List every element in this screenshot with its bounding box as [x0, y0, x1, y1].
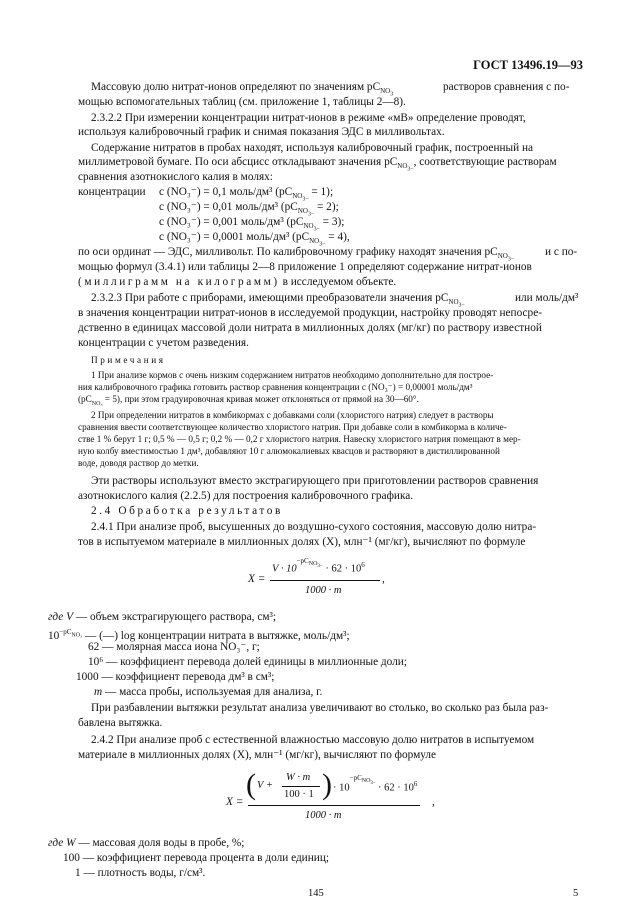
conc-line-4: c (NO₃⁻) = 0,0001 моль/дм³ $(pC_{NO_{3-}} = 4)$,	[159, 231, 350, 248]
note-2-line-5: воде, доводя раствор до метки.	[78, 458, 199, 468]
para-2-line-1: 2.3.2.2 При измерении концентрации нитрат-ионов в режиме «мВ» определение проводят,	[91, 112, 526, 124]
para-8-line-1: При разбавлении вытяжки результат анализа увеличивают во столько, во сколько раз была раз-	[91, 702, 549, 714]
para-8-line-2: бавлена вытяжка.	[78, 717, 163, 729]
where-2-row-3: 1 — плотность воды, г/см³.	[75, 867, 206, 879]
conc-line-1: c (NO₃⁻) = 0,1 моль/дм³ $(pC_{NO_{3-}} = 1)$;	[159, 186, 334, 203]
para-6-line-2: азотнокислого калия (2.2.5) для построения калибровочного графика.	[78, 490, 414, 502]
section-2-4-title: 2.4 Обработка результатов	[91, 505, 283, 517]
para-7-line-2: тов в испытуемом материале в миллионных долях (X), млн⁻¹ (мг/кг), вычисляют по формуле	[78, 536, 526, 548]
where-1-row-3: 62 — молярная масса иона NO₃⁻, г;	[88, 641, 260, 653]
para-1-line-1-tail: растворов сравнения с по-	[443, 81, 570, 93]
formula-2-inner-numerator: W · m	[286, 772, 311, 783]
para-3-line-3: сравнения азотнокислого калия в молях:	[78, 171, 273, 183]
where-1-row-1: где V — объем экстрагирующего раствора, см³;	[48, 611, 277, 623]
note-1-line-2: ния калибровочного графика готовить раствор сравнения концентрации c (NO₃⁻) = 0,00001 моль/дм³	[78, 382, 473, 392]
para-5-line-1: 2.3.2.3 При работе с приборами, имеющими преобразователи значения $pC_{NO_{3-}}$	[91, 292, 465, 309]
para-4-line-1: по оси ординат — ЭДС, милливольт. По калибровочному графику находят значения $pC_{NO_{3-}}$	[78, 246, 515, 263]
formula-2-lhs: X =	[226, 796, 244, 808]
formula-2-right-paren: )	[322, 768, 332, 801]
formula-1-numerator: $V \cdot 10^{-pC_{NO_{3-}}} \cdot 62 \cdot 10^6$	[272, 557, 365, 575]
formula-2-denominator: 1000 · m	[305, 810, 342, 821]
formula-2-fraction-bar	[248, 805, 420, 806]
para-6-line-1: Эти растворы используют вместо экстрагирующего при приготовлении растворов сравнения	[91, 475, 539, 487]
formula-1-lhs: X =	[248, 573, 266, 585]
where-1-row-6: m — масса пробы, используемая для анализа, г.	[94, 686, 323, 698]
where-2-row-2: 100 — коэффициент перевода процента в доли единиц;	[63, 852, 330, 864]
note-2-line-3: стве 1 % берут 1 г; 0,5 % — 0,5 г; 0,2 % — 0,2 г хлористого натрия. Навеску хлористого натрия помещают в мер-	[78, 434, 521, 444]
note-2-line-4: ную колбу вместимостью 1 дм³, добавляют 10 г алюмокалиевых квасцов и растворяют в дистиллированной	[78, 446, 500, 456]
formula-2-tail: · $62 \cdot 10^6$	[378, 780, 418, 794]
where-1-row-2: $10^{-pC_{NO_3}}$ — (—) log концентрации нитрата в вытяжке, моль/дм³;	[48, 628, 350, 642]
para-1-line-2: мощью вспомогательных таблиц (см. приложение 1, таблицы 2—8).	[78, 96, 406, 108]
para-5-line-3: дственно в единицах массовой доли нитрата в миллионных долях (мг/кг) по раствору известной	[78, 322, 542, 334]
formula-2-left-paren: (	[246, 768, 256, 801]
formula-2-inner-bar	[282, 786, 320, 787]
para-5-line-2: в значения концентрации нитрат-ионов в исследуемой продукции, настройку проводят непосре-	[78, 307, 542, 319]
formula-2-ten: · $10^{-pC_{NO_{3-}}}$	[333, 774, 376, 794]
conc-label: концентрации	[78, 186, 146, 198]
para-7-line-1: 2.4.1 При анализе проб, высушенных до воздушно-сухого состояния, массовую долю нитра-	[91, 521, 537, 533]
para-5-line-1-tail: или моль/дм³	[515, 292, 579, 304]
notes-title: Примечания	[91, 355, 166, 365]
formula-2-comma: ,	[432, 796, 435, 808]
para-3-line-2: миллиметровой бумаге. По оси абсцисс откладывают значения $pC_{NO_{3-}}$, соответствующие растворам	[78, 156, 557, 173]
para-9-line-1: 2.4.2 При анализе проб с естественной влажностью массовую долю нитратов в испытуемом	[91, 734, 535, 746]
note-2-line-2: сравнения ввести соответствующее количество хлористого натрия. При добавке соли в комбикорма в количе-	[78, 422, 507, 432]
para-5-line-4: концентрации с учетом разведения.	[78, 337, 249, 349]
conc-line-2: c (NO₃⁻) = 0,01 моль/дм³ $(pC_{NO_{3-}} = 2)$;	[159, 201, 339, 218]
formula-2-v-plus: V +	[257, 780, 273, 791]
doc-header: ГОСТ 13496.19—93	[473, 58, 583, 72]
where-1-row-4: 10⁶ — коэффициент перевода долей единицы в миллионные доли;	[88, 656, 407, 668]
formula-2-inner-denominator: 100 · 1	[284, 789, 314, 800]
para-1-line-1: Массовую долю нитрат-ионов определяют по значениям $pC_{NO_3}$	[91, 81, 394, 98]
note-1-line-1: 1 При анализе кормов с очень низким содержанием нитратов необходимо дополнительно для построе-	[91, 370, 494, 380]
page-number-center: 145	[308, 888, 324, 899]
formula-1-comma: ,	[382, 573, 385, 585]
formula-1-fraction-bar	[270, 580, 380, 581]
para-4-line-1-tail: и с по-	[545, 246, 578, 258]
conc-line-3: c (NO₃⁻) = 0,001 моль/дм³ $(pC_{NO_{3-}} = 3)$;	[159, 216, 345, 233]
para-2-line-2: используя калибровочный график и снимая показания ЭДС в милливольтах.	[78, 126, 445, 138]
para-4-line-2: мощью формул (3.4.1) или таблицы 2—8 приложение 1 определяют содержание нитрат-ионов	[78, 261, 532, 273]
para-9-line-2: материале в миллионных долях (X), млн⁻¹ (мг/кг), вычисляют по формуле	[78, 749, 437, 761]
note-2-line-1: 2 При определении нитратов в комбикормах с добавками соли (хлористого натрия) следует в растворы	[91, 410, 494, 420]
page-number-right: 5	[573, 888, 579, 899]
where-2-row-1: где W — массовая доля воды в пробе, %;	[48, 837, 245, 849]
note-1-line-3: $(pC_{NO_3} = 5)$, при этом градуировочная кривая может отклоняться от прямой на 30—60°.	[78, 394, 419, 407]
para-3-line-1: Содержание нитратов в пробах находят, используя калибровочный график, построенный на	[91, 142, 534, 154]
where-1-row-5: 1000 — коэффициент перевода дм³ в см³;	[76, 671, 275, 683]
formula-1-denominator: 1000 · m	[305, 585, 342, 596]
para-4-line-3: (миллиграмм на килограмм) в исследуемом объекте.	[78, 276, 397, 288]
